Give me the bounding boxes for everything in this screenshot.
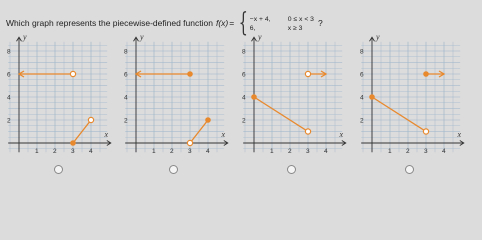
x-tick-label: 3 [306, 148, 310, 155]
piece-2-condition: x ≥ 3 [287, 25, 303, 32]
x-axis-label: x [339, 130, 344, 139]
y-tick-label: 4 [242, 94, 246, 102]
x-tick-label: 1 [35, 148, 39, 155]
graph-option-d [358, 32, 470, 162]
question-mark: ? [317, 18, 323, 28]
y-tick-label: 4 [124, 94, 128, 102]
brace-symbol: { [238, 8, 249, 38]
graph-option-d-plot [358, 32, 470, 162]
y-tick-label: 2 [360, 117, 364, 125]
piecewise-definition [250, 15, 314, 33]
y-tick-label: 2 [242, 117, 246, 125]
radio-option-d[interactable] [405, 165, 414, 174]
x-axis-label: x [221, 130, 226, 139]
closed-endpoint [205, 117, 211, 123]
open-endpoint [305, 129, 310, 134]
radio-option-c[interactable] [287, 165, 296, 174]
y-tick-label: 6 [7, 71, 11, 79]
radio-option-b[interactable] [169, 165, 178, 174]
graph-option-a-plot [5, 32, 117, 162]
y-tick-label: 8 [242, 48, 246, 56]
question-text [6, 8, 323, 38]
closed-endpoint [423, 71, 429, 77]
x-tick-label: 2 [406, 148, 410, 155]
y-tick-label: 2 [124, 117, 128, 125]
function-name: f(x) [215, 18, 229, 28]
piece-1-condition: 0 ≤ x < 3 [287, 16, 314, 23]
open-endpoint [187, 140, 192, 145]
y-tick-label: 6 [360, 71, 364, 79]
x-tick-label: 4 [324, 148, 328, 155]
x-tick-label: 1 [270, 148, 274, 155]
open-endpoint [70, 71, 75, 76]
x-tick-label: 1 [152, 148, 156, 155]
y-tick-label: 8 [7, 48, 11, 56]
x-tick-label: 3 [71, 148, 75, 155]
x-tick-label: 2 [288, 148, 292, 155]
x-tick-label: 2 [170, 148, 174, 155]
equals-sign: = [229, 18, 235, 28]
y-axis-label: y [258, 32, 262, 42]
open-endpoint [88, 117, 93, 122]
graph-option-c [240, 32, 352, 162]
y-axis-label: y [23, 32, 27, 42]
question-prefix: Which graph represents the piecewise-defined function [6, 18, 213, 28]
y-tick-label: 6 [242, 71, 246, 79]
y-tick-label: 8 [360, 48, 364, 56]
graph-option-a [5, 32, 117, 162]
piece-1-expression: −x + 4, [249, 16, 271, 23]
closed-endpoint [369, 94, 375, 100]
graph-option-b-plot [122, 32, 234, 162]
x-tick-label: 2 [53, 148, 57, 155]
x-tick-label: 4 [442, 148, 446, 155]
y-tick-label: 2 [7, 117, 11, 125]
graph-option-c-plot [240, 32, 352, 162]
piece-2-expression: 6, [249, 25, 256, 32]
y-tick-label: 4 [360, 94, 364, 102]
x-axis-label: x [457, 130, 462, 139]
graph-option-b [122, 32, 234, 162]
x-tick-label: 3 [424, 148, 428, 155]
y-tick-label: 4 [7, 94, 11, 102]
y-axis-label: y [376, 32, 380, 42]
x-axis-label: x [104, 130, 109, 139]
y-axis-label: y [140, 32, 144, 42]
x-tick-label: 3 [188, 148, 192, 155]
x-tick-label: 4 [89, 148, 93, 155]
y-tick-label: 6 [124, 71, 128, 79]
radio-option-a[interactable] [54, 165, 63, 174]
closed-endpoint [251, 94, 257, 100]
closed-endpoint [187, 71, 193, 77]
x-tick-label: 1 [388, 148, 392, 155]
open-endpoint [305, 71, 310, 76]
piece-1 [250, 15, 314, 24]
x-tick-label: 4 [206, 148, 210, 155]
closed-endpoint [70, 140, 76, 146]
open-endpoint [423, 129, 428, 134]
y-tick-label: 8 [124, 48, 128, 56]
